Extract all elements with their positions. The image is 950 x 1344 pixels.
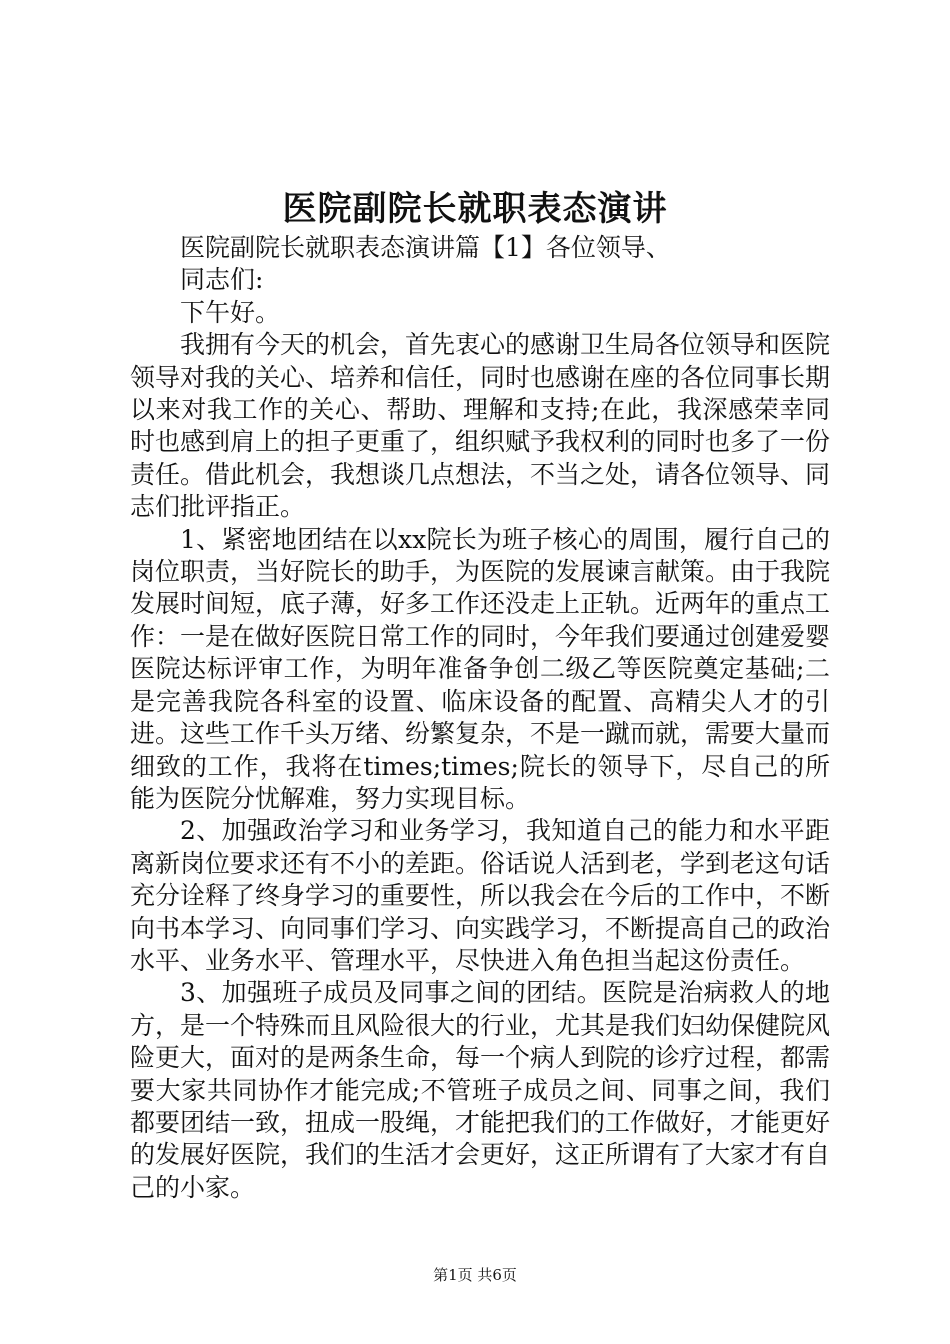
paragraph-point-3: 3、加强班子成员及同事之间的团结。医院是治病救人的地方，是一个特殊而且风险很大的行业，尤其是我们妇幼保健院风险更大，面对的是两条生命，每一个病人到院的诊疗过程，都需要大家共同协作才能完成;不管班子成员之间、同事之间，我们都要团结一致，扭成一股绳，才能把我们的工作做好，才能更好的发展好医院，我们的生活才会更好，这正所谓有了大家才有自己的小家。: [130, 978, 831, 1202]
paragraph-greeting: 同志们:: [180, 265, 264, 295]
paragraph-thanks: 我拥有今天的机会，首先衷心的感谢卫生局各位领导和医院领导对我的关心、培养和信任，同时也感谢在座的各位同事长期以来对我工作的关心、帮助、理解和支持;在此，我深感荣幸同时也感到肩上的担子更重了，组织赋予我权利的同时也多了一份责任。借此机会，我想谈几点想法，不当之处，请各位领导、同志们批评指正。: [130, 330, 831, 522]
paragraph-intro: 医院副院长就职表态演讲篇【1】各位领导、: [180, 233, 671, 262]
page-number: 第1页 共6页: [433, 1266, 517, 1284]
document-body: [130, 232, 830, 1204]
paragraph-salutation: 下午好。: [180, 297, 281, 327]
paragraph-point-1: 1、紧密地团结在以xx院长为班子核心的周围，履行自己的岗位职责，当好院长的助手，为医院的发展谏言献策。由于我院发展时间短，底子薄，好多工作还没走上正轨。近两年的重点工作：一是在做好医院日常工作的同时，今年我们要通过创建爱婴医院达标评审工作，为明年准备争创二级乙等医院奠定基础;二是完善我院各科室的设置、临床设备的配置、高精尖人才的引进。这些工作千头万绪、纷繁复杂，不是一蹴而就，需要大量而细致的工作，我将在times;times;院长的领导下，尽自己的所能为医院分忧解难，努力实现目标。: [130, 524, 831, 813]
document-title: 医院副院长就职表态演讲: [282, 189, 668, 229]
paragraph-point-2: 2、加强政治学习和业务学习，我知道自己的能力和水平距离新岗位要求还有不小的差距。俗话说人活到老，学到老这句话充分诠释了终身学习的重要性，所以我会在今后的工作中，不断向书本学习、向同事们学习、向实践学习，不断提高自己的政治水平、业务水平、管理水平，尽快进入角色担当起这份责任。: [130, 816, 831, 975]
